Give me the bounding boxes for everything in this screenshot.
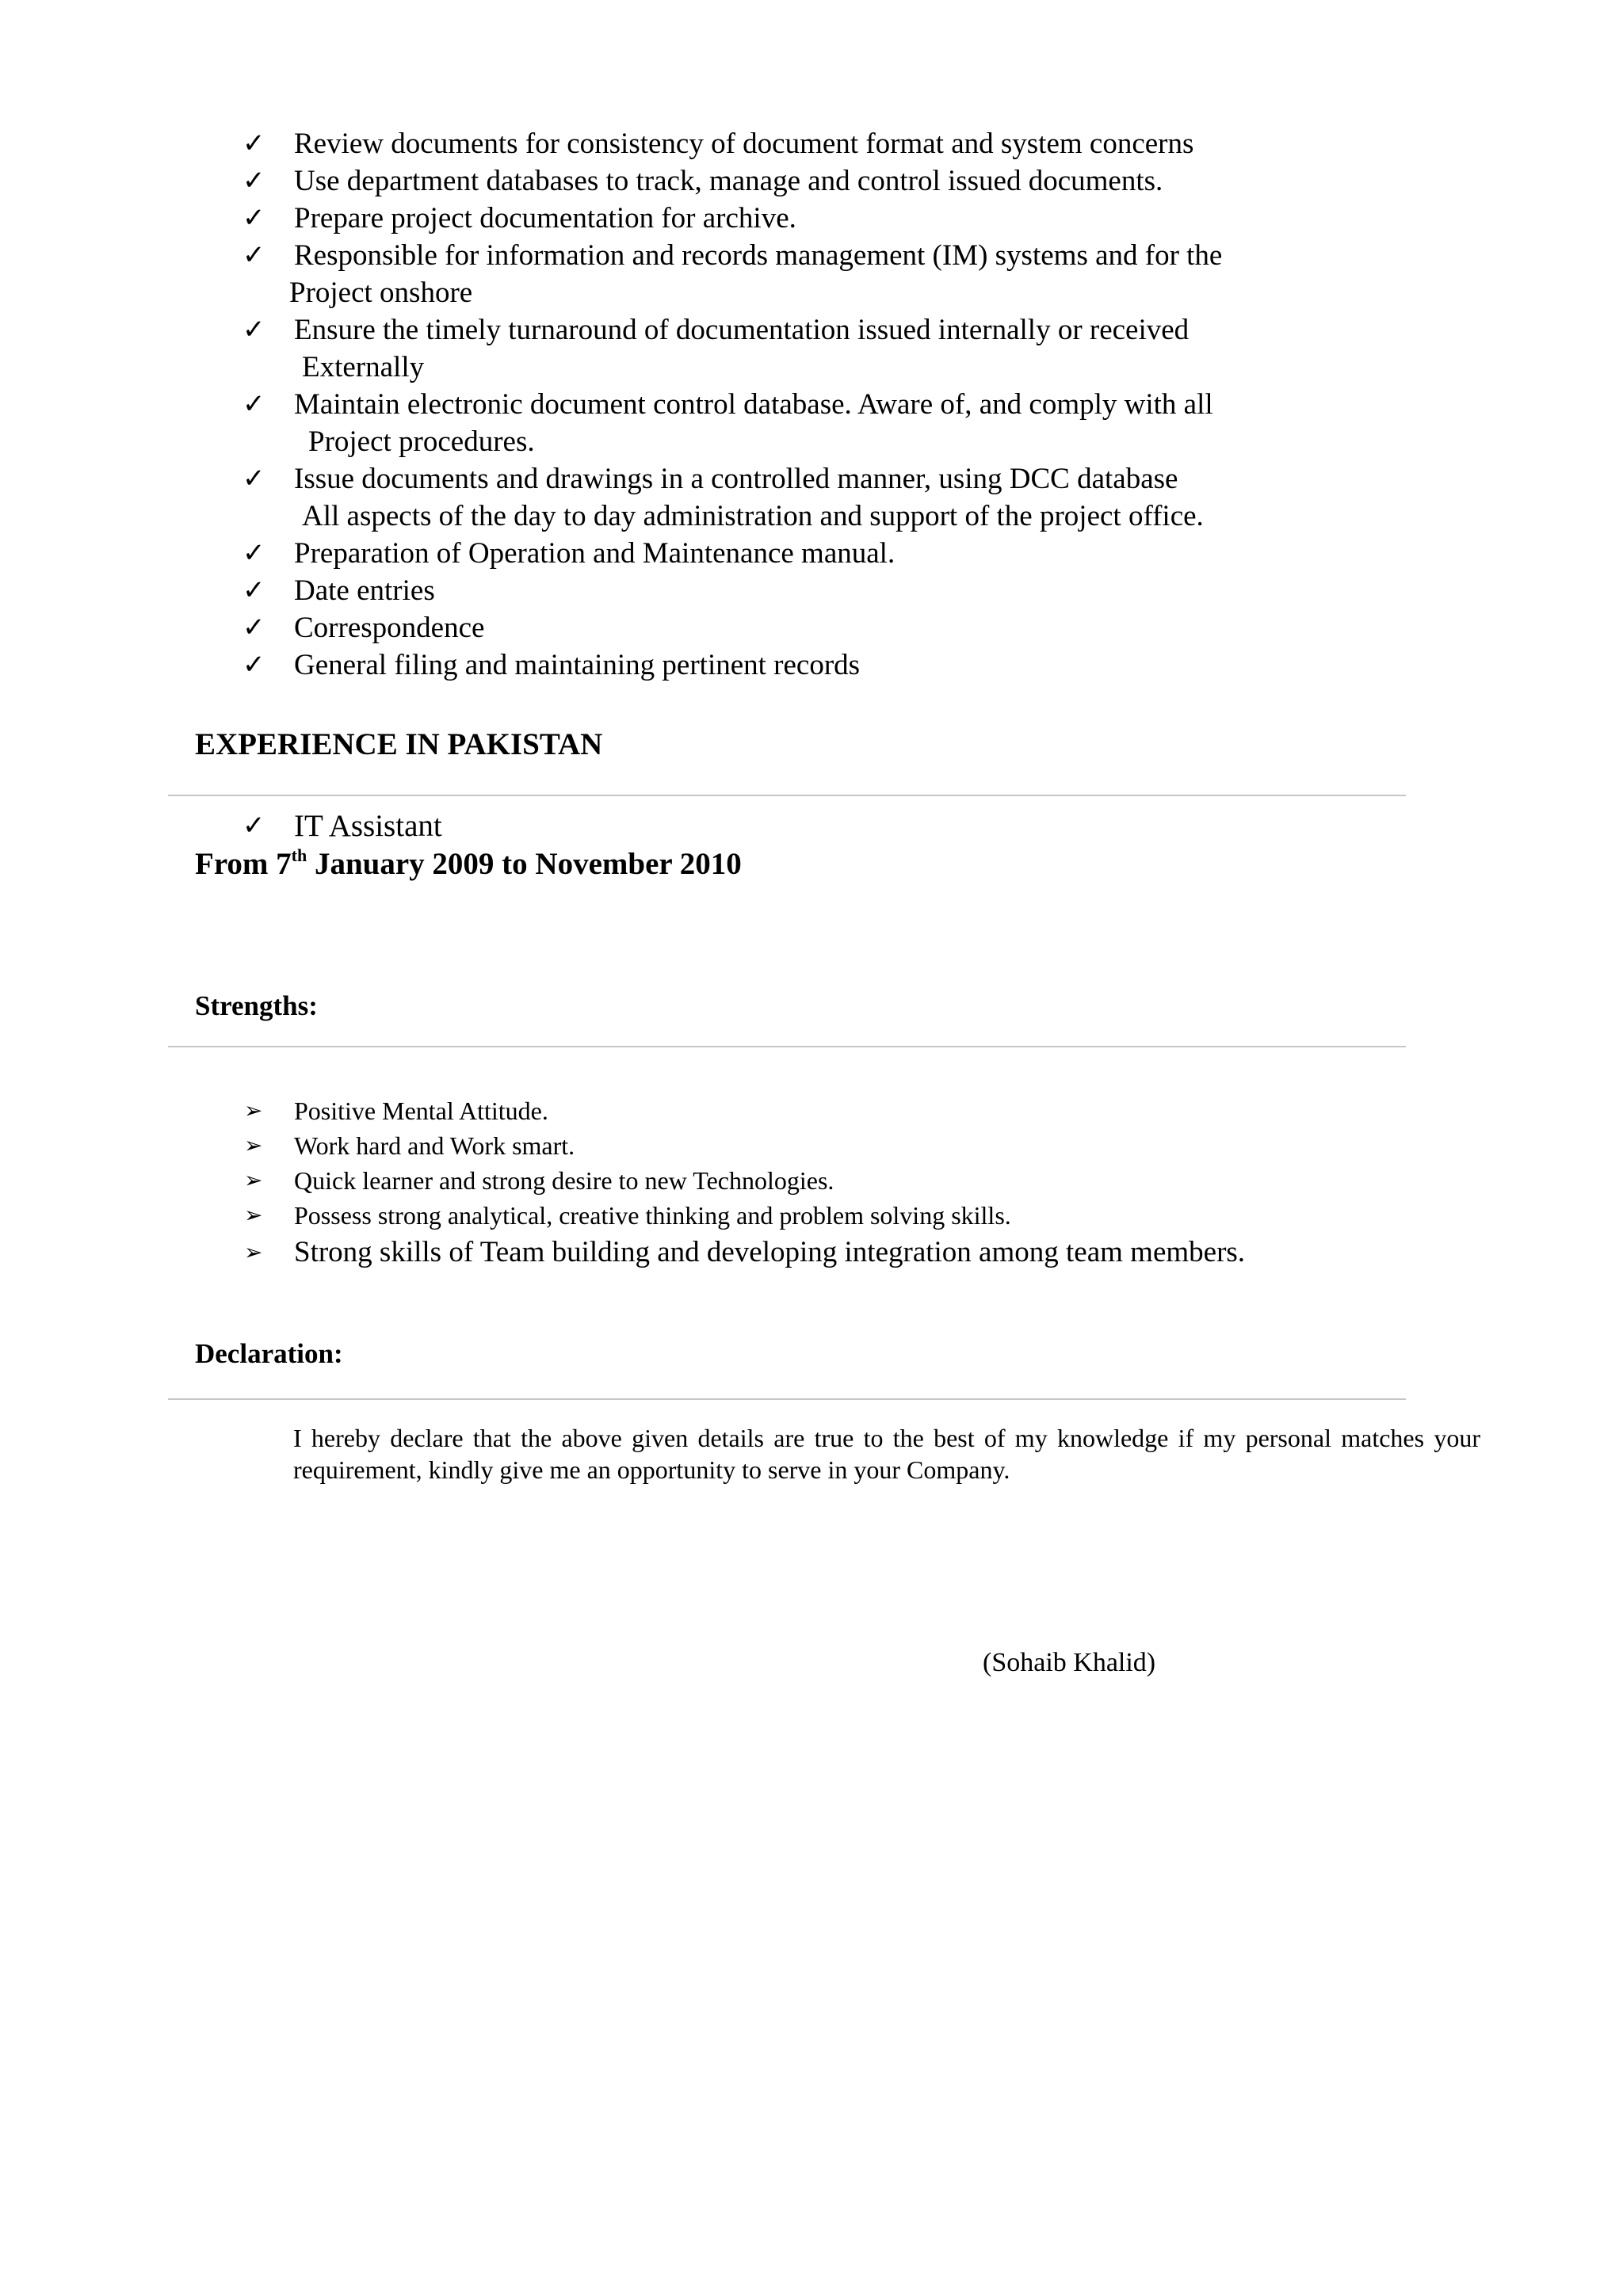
duty-text: Maintain electronic document control database. Aware of, and comply with all	[294, 388, 1213, 421]
arrow-bullet-icon: ➢	[244, 1097, 263, 1123]
list-item	[242, 162, 1431, 200]
list-item	[242, 1163, 1431, 1198]
duty-text: Issue documents and drawings in a controlled manner, using DCC database	[294, 463, 1178, 495]
duty-text: Date entries	[294, 574, 435, 607]
duties-list	[242, 125, 1431, 684]
list-item	[242, 1198, 1431, 1233]
checkmark-icon: ✓	[242, 650, 265, 680]
list-item	[242, 646, 1431, 684]
experience-heading: EXPERIENCE IN PAKISTAN	[195, 727, 603, 761]
strengths-list	[242, 1093, 1431, 1272]
job-list	[242, 807, 956, 845]
signature-name: (Sohaib Khalid)	[983, 1648, 1156, 1677]
declaration-text: I hereby declare that the above given details are true to the best of my knowledge if my personal matches your requirement, kindly give me an opportunity to serve in your Company.	[293, 1424, 1480, 1484]
list-item	[242, 807, 956, 845]
duty-text-continued: Project onshore	[289, 277, 473, 309]
checkmark-icon: ✓	[242, 390, 265, 419]
list-item	[242, 386, 1431, 460]
strength-text: Work hard and Work smart.	[294, 1131, 575, 1160]
section-divider	[168, 1046, 1406, 1047]
list-item	[242, 1093, 1431, 1128]
checkmark-icon: ✓	[242, 576, 265, 605]
duty-text: General filing and maintaining pertinent records	[294, 649, 861, 681]
strength-text: Possess strong analytical, creative thinking and problem solving skills.	[294, 1201, 1011, 1230]
section-divider	[168, 795, 1406, 796]
duty-text: Prepare project documentation for archive.	[294, 202, 796, 235]
duty-text-continued: All aspects of the day to day administration and support of the project office.	[302, 500, 1204, 532]
job-period-start: From 7	[195, 847, 292, 881]
arrow-bullet-icon: ➢	[244, 1202, 263, 1228]
duty-text: Correspondence	[294, 612, 485, 644]
strength-text: Strong skills of Team building and developing integration among team members.	[294, 1236, 1246, 1268]
ordinal-suffix: th	[291, 845, 307, 865]
list-item	[242, 535, 1431, 572]
list-item	[242, 572, 1431, 609]
duty-text: Review documents for consistency of document format and system concerns	[294, 128, 1194, 160]
checkmark-icon: ✓	[242, 315, 265, 345]
list-item	[242, 125, 1431, 162]
job-title: IT Assistant	[294, 809, 442, 843]
strengths-heading: Strengths:	[195, 990, 318, 1021]
duty-text: Responsible for information and records management (IM) systems and for the	[294, 239, 1223, 272]
list-item	[242, 237, 1431, 311]
duty-text-continued: Externally	[302, 351, 425, 383]
declaration-heading: Declaration:	[195, 1338, 343, 1369]
checkmark-icon: ✓	[242, 613, 265, 643]
checkmark-icon: ✓	[242, 129, 265, 158]
checkmark-icon: ✓	[242, 204, 265, 233]
list-item	[242, 311, 1431, 386]
duty-text: Ensure the timely turnaround of documentation issued internally or received	[294, 314, 1190, 346]
list-item	[242, 1128, 1431, 1163]
list-item	[242, 460, 1431, 535]
checkmark-icon: ✓	[242, 241, 265, 270]
job-period	[195, 844, 742, 885]
duty-text: Preparation of Operation and Maintenance manual.	[294, 537, 896, 570]
checkmark-icon: ✓	[242, 464, 265, 494]
section-divider	[168, 1398, 1406, 1400]
list-item	[242, 1233, 1431, 1272]
duty-text-continued: Project procedures.	[308, 425, 535, 458]
strength-text: Quick learner and strong desire to new Technologies.	[294, 1166, 834, 1195]
strength-text: Positive Mental Attitude.	[294, 1097, 548, 1125]
job-period-end: January 2009 to November 2010	[307, 847, 742, 881]
checkmark-icon: ✓	[242, 166, 265, 196]
duty-text: Use department databases to track, manage and control issued documents.	[294, 165, 1163, 197]
arrow-bullet-icon: ➢	[244, 1132, 263, 1158]
checkmark-icon: ✓	[242, 539, 265, 568]
arrow-bullet-icon: ➢	[244, 1239, 263, 1265]
list-item	[242, 200, 1431, 237]
arrow-bullet-icon: ➢	[244, 1167, 263, 1193]
checkmark-icon: ✓	[242, 811, 265, 841]
list-item	[242, 609, 1431, 646]
